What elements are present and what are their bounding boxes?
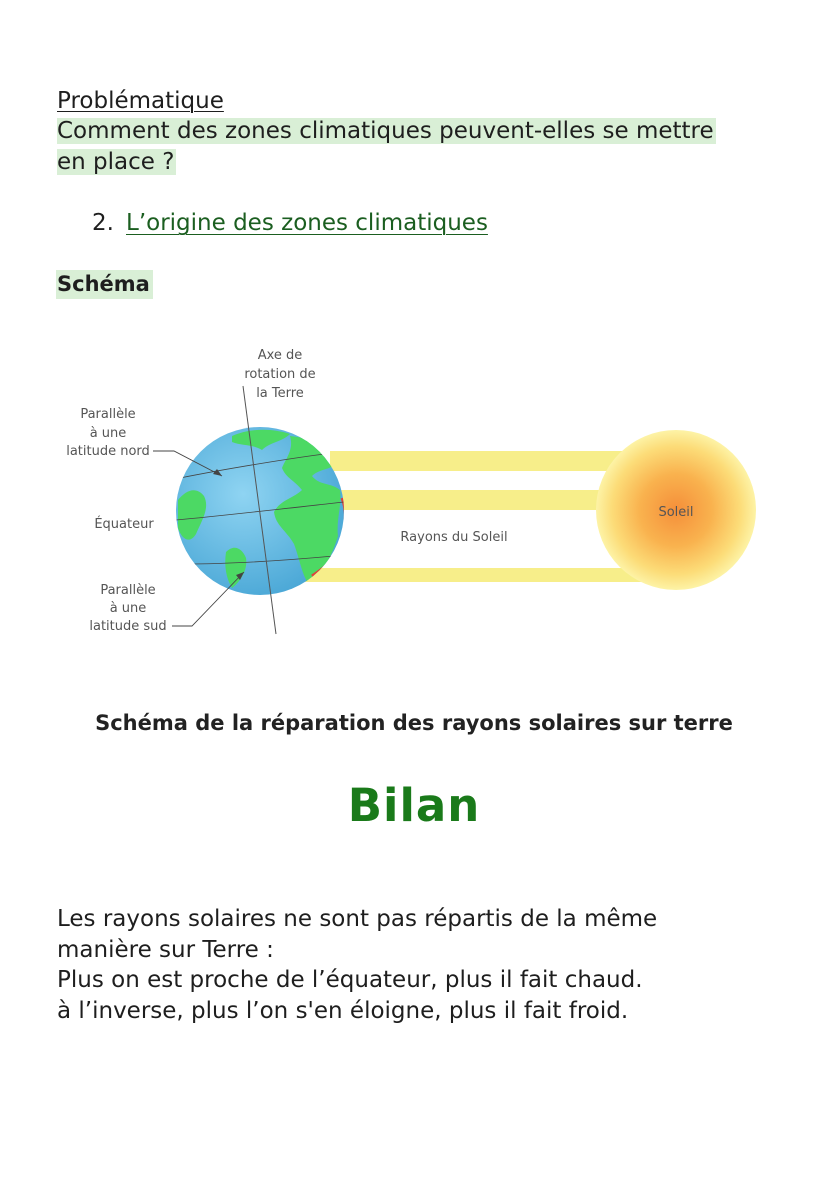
bilan-title: Bilan	[347, 779, 481, 832]
svg-text:Parallèle: Parallèle	[100, 583, 156, 598]
problem-question-line-1: Comment des zones climatiques peuvent-elles se mettre	[57, 118, 714, 144]
sun-label: Soleil	[658, 505, 694, 520]
sun-rays-diagram	[50, 330, 770, 660]
ray-middle	[340, 490, 640, 510]
problem-label: Problématique	[57, 88, 224, 114]
ray-bottom	[305, 568, 645, 582]
section-title: L’origine des zones climatiques	[126, 210, 488, 236]
rays-label: Rayons du Soleil	[400, 530, 508, 545]
section-heading	[92, 208, 488, 238]
earth-globe-icon	[176, 386, 345, 634]
svg-text:la Terre: la Terre	[256, 386, 304, 401]
sun-rays	[305, 451, 645, 582]
bilan-line-3: Plus on est proche de l’équateur, plus il fait chaud.	[57, 967, 643, 993]
problem-question	[57, 116, 757, 178]
svg-text:rotation de: rotation de	[244, 367, 316, 382]
schema-label: Schéma	[56, 270, 153, 299]
south-parallel-label	[89, 583, 166, 634]
problem-question-line-2: en place ?	[57, 149, 175, 175]
svg-text:Axe de: Axe de	[257, 348, 303, 363]
bilan-line-1: Les rayons solaires ne sont pas répartis de la même	[57, 906, 658, 932]
bilan-line-4: à l’inverse, plus l’on s'en éloigne, plus il fait froid.	[57, 997, 629, 1024]
bilan-text	[57, 904, 777, 1026]
diagram-caption: Schéma de la réparation des rayons solaires sur terre	[95, 711, 733, 735]
axis-label	[244, 348, 315, 401]
equator-label: Équateur	[94, 517, 154, 532]
section-number: 2.	[92, 210, 114, 236]
svg-text:à une: à une	[109, 601, 147, 616]
svg-text:Parallèle: Parallèle	[80, 407, 136, 422]
svg-text:latitude nord: latitude nord	[66, 444, 150, 459]
bilan-line-2: manière sur Terre :	[57, 936, 274, 963]
svg-text:à une: à une	[89, 426, 127, 441]
svg-text:latitude sud: latitude sud	[89, 619, 167, 634]
north-parallel-label	[66, 407, 150, 459]
ray-top	[330, 451, 640, 471]
